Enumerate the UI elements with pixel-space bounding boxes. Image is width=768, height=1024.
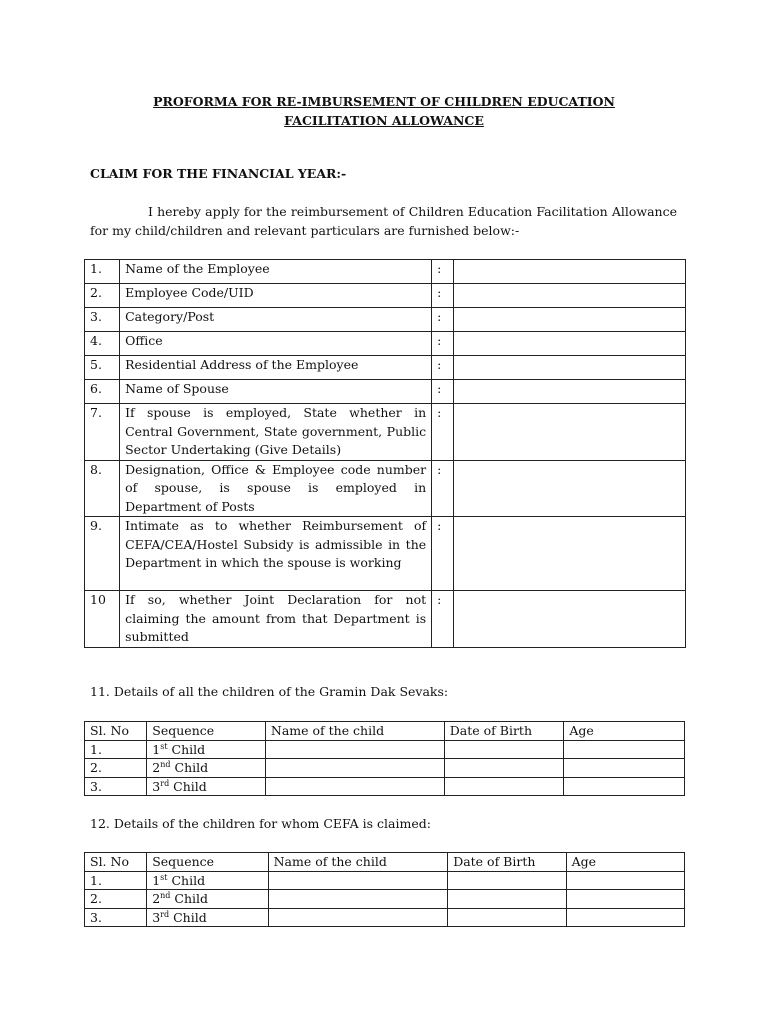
row-value-field[interactable]: [454, 404, 686, 461]
sequence-suffix: nd: [160, 890, 171, 900]
table-header-row: [85, 722, 685, 741]
employee-detail-row: [85, 308, 686, 332]
page-title-line1: PROFORMA FOR RE-IMBURSEMENT OF CHILDREN EDUCATION: [153, 94, 615, 109]
row-label: Residential Address of the Employee: [120, 356, 432, 380]
row-colon: :: [432, 404, 454, 461]
child-name-field[interactable]: [268, 890, 448, 909]
row-colon: :: [432, 332, 454, 356]
sequence-suffix: st: [160, 872, 168, 882]
row-number: 10: [85, 591, 120, 648]
sequence-word: Child: [169, 778, 207, 794]
date-of-birth-field[interactable]: [448, 871, 566, 890]
row-label: Intimate as to whether Reimbursement of CEFA/CEA/Hostel Subsidy is admissible in the Department in which the spouse is working: [120, 517, 432, 591]
row-value-field[interactable]: [454, 260, 686, 284]
sequence-ordinal: 1: [152, 872, 161, 888]
row-label: Designation, Office & Employee code number of spouse, is spouse is employed in Department of Posts: [120, 460, 432, 517]
row-colon: :: [432, 284, 454, 308]
column-header: Name of the child: [265, 722, 444, 741]
employee-details-table: [84, 259, 686, 648]
sequence-word: Child: [170, 760, 209, 775]
intro-paragraph: [90, 202, 677, 240]
row-value-field[interactable]: [454, 517, 686, 591]
sequence-ordinal: 2: [152, 891, 161, 906]
row-value-field[interactable]: [454, 591, 686, 648]
row-value-field[interactable]: [454, 356, 686, 380]
employee-detail-row: [85, 591, 686, 648]
table-row: [85, 871, 685, 890]
age-field[interactable]: [566, 871, 684, 890]
column-header: Sl. No: [85, 722, 147, 741]
sequence-word: Child: [167, 872, 206, 888]
employee-detail-row: [85, 380, 686, 404]
all-children-table: [84, 721, 685, 796]
row-colon: :: [432, 460, 454, 517]
serial-number: 2.: [85, 890, 147, 909]
serial-number: 1.: [85, 740, 147, 759]
claim-heading: CLAIM FOR THE FINANCIAL YEAR:-: [90, 166, 347, 181]
row-colon: :: [432, 356, 454, 380]
age-field[interactable]: [564, 777, 685, 796]
row-value-field[interactable]: [454, 332, 686, 356]
serial-number: 3.: [85, 908, 147, 927]
column-header: Sequence: [147, 853, 268, 872]
sequence-cell: [147, 908, 268, 927]
column-header: Age: [564, 722, 685, 741]
row-number: 6.: [85, 380, 120, 404]
date-of-birth-field[interactable]: [444, 777, 564, 796]
child-name-field[interactable]: [268, 871, 448, 890]
row-number: 9.: [85, 517, 120, 591]
column-header: Age: [566, 853, 684, 872]
table-header-row: [85, 853, 685, 872]
column-header: Sl. No: [85, 853, 147, 872]
sequence-suffix: rd: [160, 778, 170, 788]
row-number: 7.: [85, 404, 120, 461]
sequence-suffix: st: [160, 741, 168, 751]
employee-detail-row: [85, 260, 686, 284]
table-row: [85, 777, 685, 796]
table-row: [85, 759, 685, 778]
sequence-word: Child: [169, 909, 207, 925]
row-label: Name of the Employee: [120, 260, 432, 284]
row-number: 3.: [85, 308, 120, 332]
row-value-field[interactable]: [454, 308, 686, 332]
row-value-field[interactable]: [454, 460, 686, 517]
column-header: Date of Birth: [448, 853, 566, 872]
section-11-heading: 11. Details of all the children of the Gramin Dak Sevaks:: [90, 684, 449, 699]
date-of-birth-field[interactable]: [448, 908, 566, 927]
column-header: Name of the child: [268, 853, 448, 872]
row-colon: :: [432, 517, 454, 591]
child-name-field[interactable]: [268, 908, 448, 927]
serial-number: 2.: [85, 759, 147, 778]
row-value-field[interactable]: [454, 380, 686, 404]
child-name-field[interactable]: [265, 777, 444, 796]
sequence-word: Child: [167, 741, 206, 757]
sequence-cell: [147, 759, 266, 778]
age-field[interactable]: [566, 908, 684, 927]
employee-detail-row: [85, 460, 686, 517]
employee-detail-row: [85, 356, 686, 380]
row-number: 2.: [85, 284, 120, 308]
sequence-ordinal: 1: [152, 741, 161, 757]
table-row: [85, 908, 685, 927]
age-field[interactable]: [564, 740, 685, 759]
date-of-birth-field[interactable]: [444, 740, 564, 759]
employee-detail-row: [85, 332, 686, 356]
date-of-birth-field[interactable]: [444, 759, 564, 778]
cefa-children-table: [84, 852, 685, 927]
page-title-line2: FACILITATION ALLOWANCE: [284, 113, 484, 128]
sequence-cell: [147, 890, 268, 909]
sequence-ordinal: 3: [152, 778, 161, 794]
row-number: 4.: [85, 332, 120, 356]
sequence-suffix: rd: [160, 909, 170, 919]
sequence-cell: [147, 871, 268, 890]
date-of-birth-field[interactable]: [448, 890, 566, 909]
row-label: Employee Code/UID: [120, 284, 432, 308]
section-12-heading: 12. Details of the children for whom CEFA is claimed:: [90, 816, 431, 831]
sequence-ordinal: 2: [152, 760, 161, 775]
row-colon: :: [432, 260, 454, 284]
sequence-cell: [147, 777, 266, 796]
column-header: Date of Birth: [444, 722, 564, 741]
table-row: [85, 740, 685, 759]
row-colon: :: [432, 308, 454, 332]
row-label: If so, whether Joint Declaration for not claiming the amount from that Department is submitted: [120, 591, 432, 648]
sequence-cell: [147, 740, 266, 759]
serial-number: 3.: [85, 777, 147, 796]
row-label: Name of Spouse: [120, 380, 432, 404]
age-field[interactable]: [564, 759, 685, 778]
intro-text: I hereby apply for the reimbursement of Children Education Facilitation Allowance for my child/children and relevant particulars are furnished below:-: [90, 204, 677, 238]
row-number: 5.: [85, 356, 120, 380]
employee-detail-row: [85, 517, 686, 591]
child-name-field[interactable]: [265, 759, 444, 778]
row-label: Category/Post: [120, 308, 432, 332]
row-label: If spouse is employed, State whether in Central Government, State government, Public Sector Undertaking (Give Details): [120, 404, 432, 461]
row-number: 8.: [85, 460, 120, 517]
employee-detail-row: [85, 404, 686, 461]
row-colon: :: [432, 591, 454, 648]
sequence-word: Child: [170, 891, 209, 906]
age-field[interactable]: [566, 890, 684, 909]
child-name-field[interactable]: [265, 740, 444, 759]
row-value-field[interactable]: [454, 284, 686, 308]
sequence-suffix: nd: [160, 759, 171, 769]
column-header: Sequence: [147, 722, 266, 741]
serial-number: 1.: [85, 871, 147, 890]
sequence-ordinal: 3: [152, 909, 161, 925]
row-label: Office: [120, 332, 432, 356]
employee-detail-row: [85, 284, 686, 308]
row-number: 1.: [85, 260, 120, 284]
table-row: [85, 890, 685, 909]
row-colon: :: [432, 380, 454, 404]
